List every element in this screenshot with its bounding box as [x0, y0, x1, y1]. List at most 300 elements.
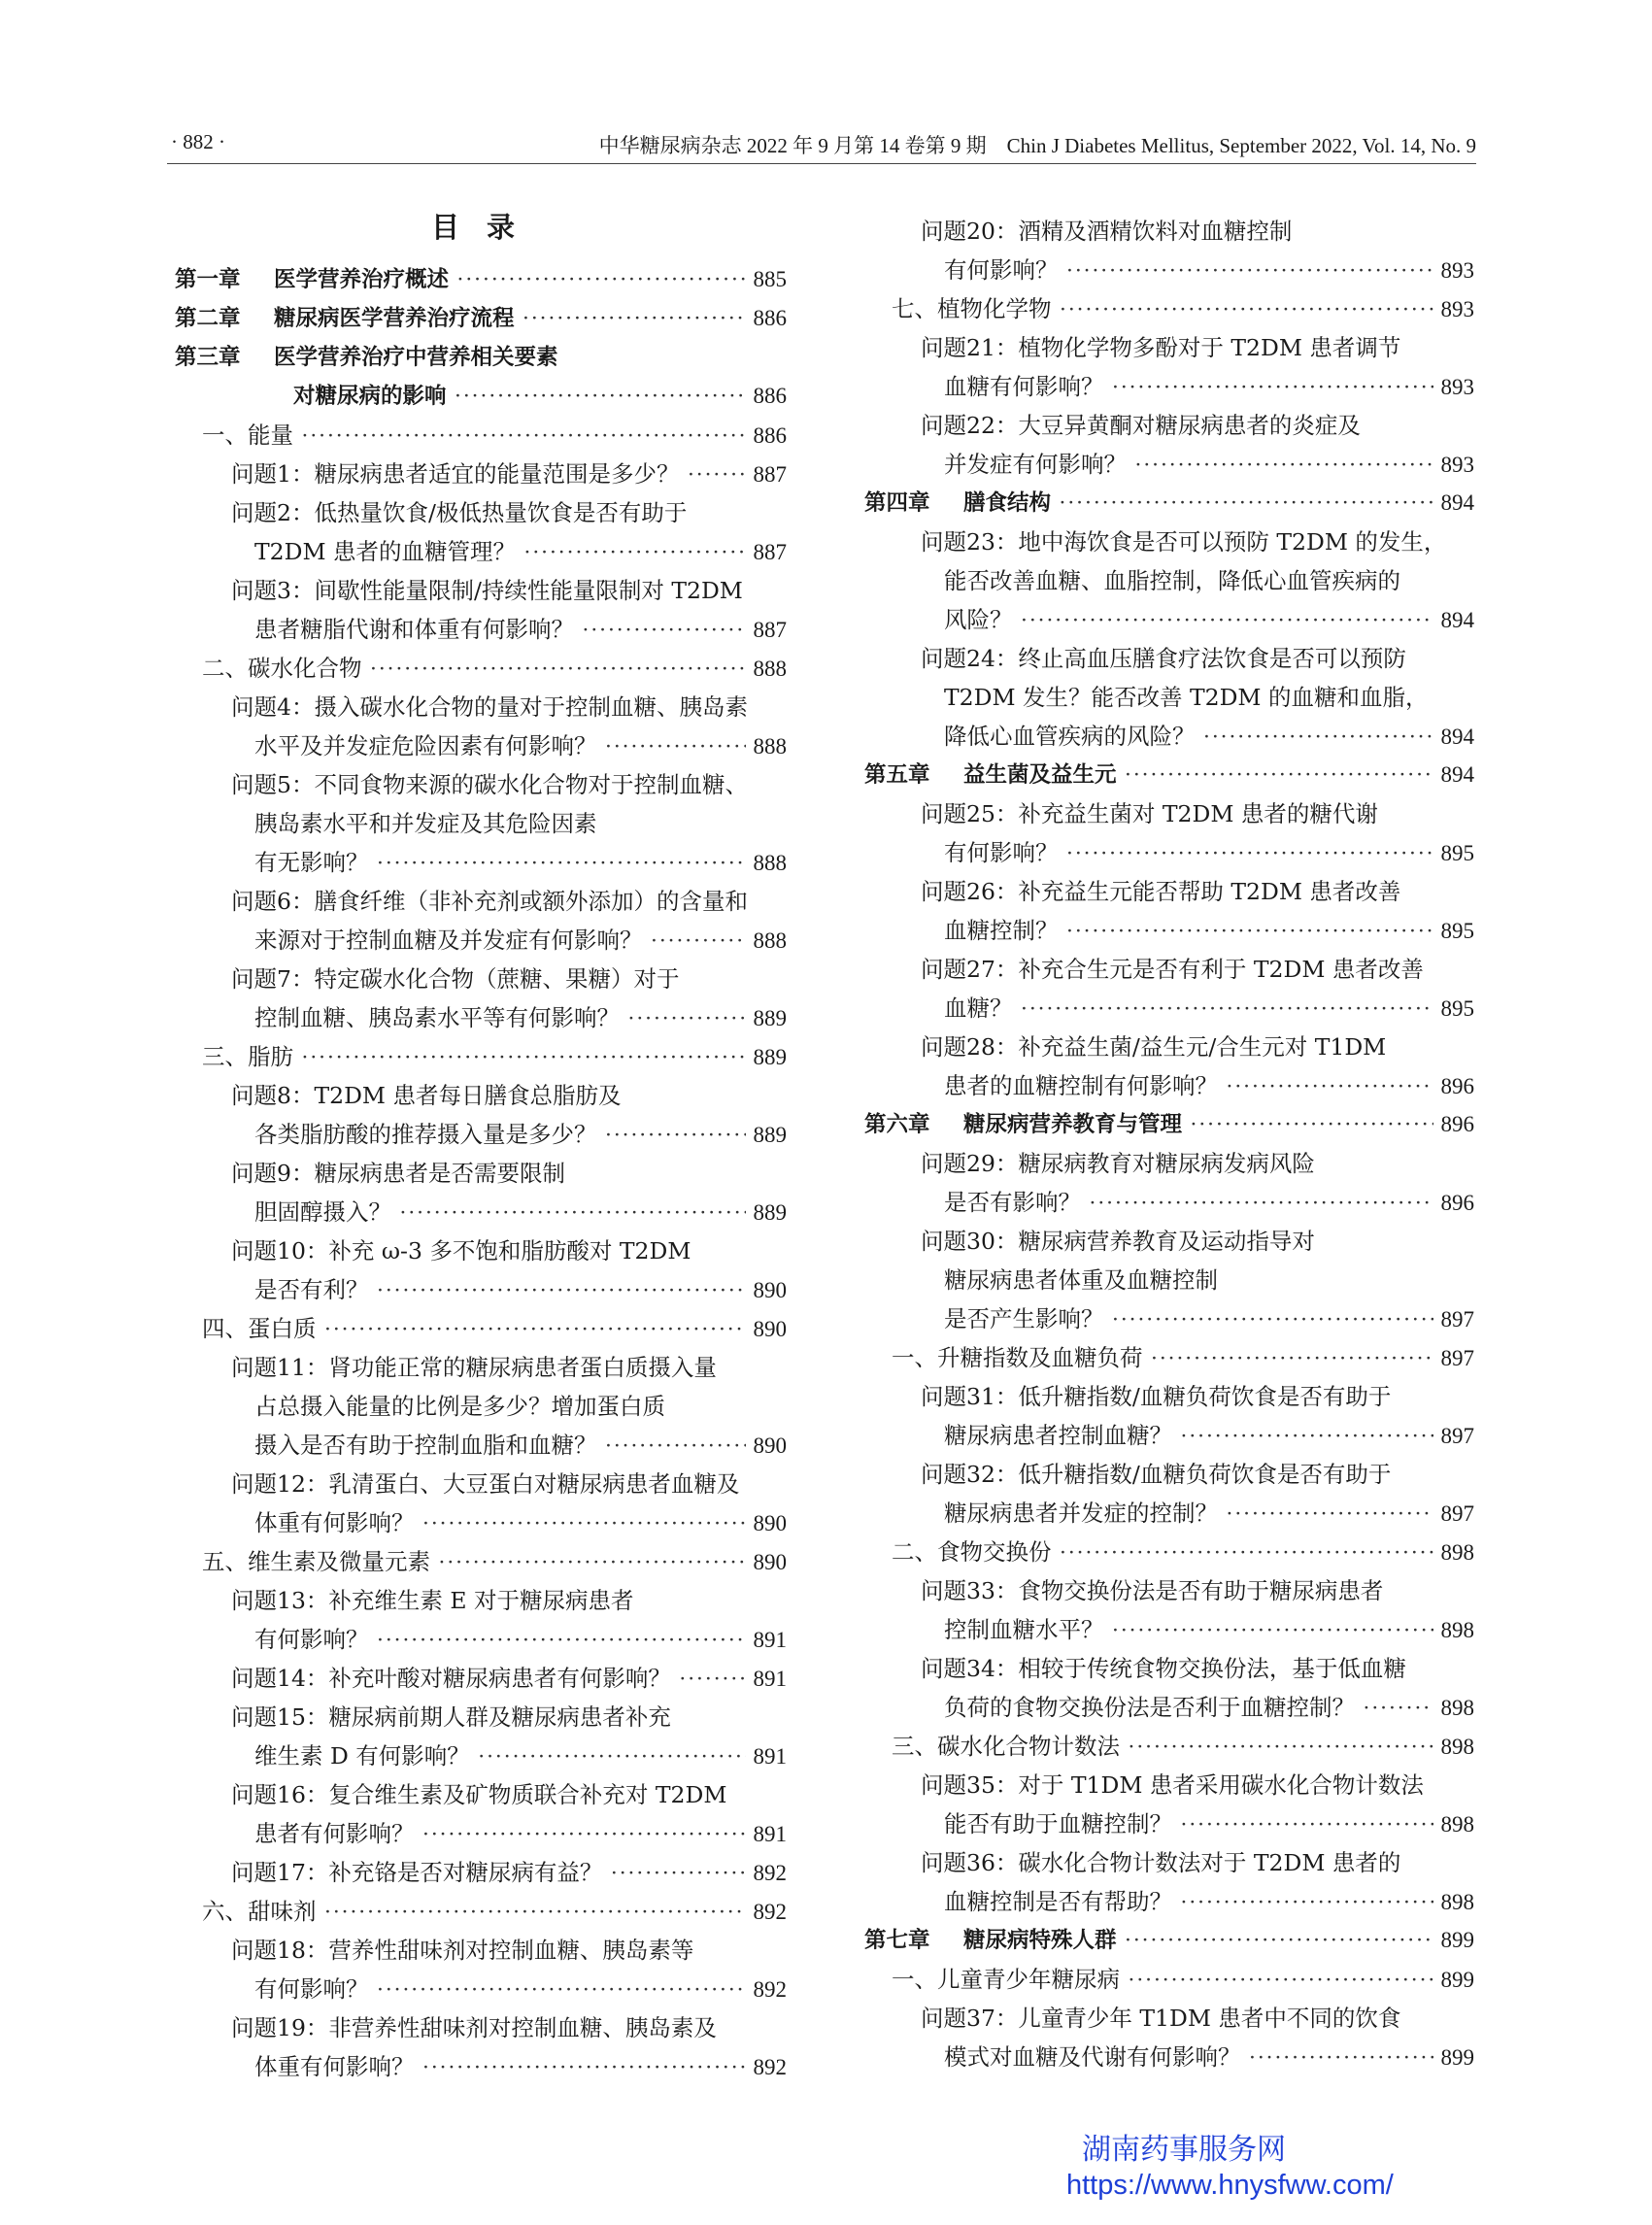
dot-leader [377, 844, 746, 883]
toc-entry-label: 胰岛素水平和并发症及其危险因素 [254, 810, 597, 837]
toc-entry [864, 1066, 1474, 1105]
toc-entry-label: 有何影响？ [944, 839, 1059, 866]
toc-page-number: 894 [1440, 762, 1474, 787]
toc-entry [864, 1377, 1474, 1416]
toc-entry-text [231, 1465, 739, 1503]
toc-entry-text [231, 1231, 691, 1270]
toc-left-column [175, 260, 787, 2086]
toc-entry-label: 问题3：间歇性能量限制/持续性能量限制对 T2DM [231, 577, 743, 604]
toc-entry-label: 有何影响？ [254, 1626, 369, 1653]
toc-entry-text [864, 484, 1051, 523]
toc-page-number: 889 [753, 1006, 787, 1030]
dot-leader [582, 611, 746, 650]
toc-entry [175, 1581, 787, 1620]
toc-entry-label: 模式对血糖及代谢有何影响？ [944, 2043, 1241, 2071]
dot-leader [1021, 990, 1433, 1028]
toc-entry [864, 1183, 1474, 1222]
dot-leader [377, 1621, 746, 1660]
toc-page-number: 890 [753, 1550, 787, 1574]
toc-entry [175, 1620, 787, 1659]
toc-entry-text [231, 1581, 634, 1620]
toc-entry-label: 是否有利？ [254, 1276, 369, 1303]
journal-citation: 中华糖尿病杂志 2022 年 9 月第 14 卷第 9 期 Chin J Diabetes Mellitus, September 2022, Vol. 14, No. 9 [598, 134, 1476, 157]
toc-page-number: 893 [1440, 258, 1474, 283]
toc-entry-label: 医学营养治疗中营养相关要素 [274, 345, 558, 370]
dot-leader [1180, 1883, 1433, 1922]
toc-page-number: 896 [1440, 1074, 1474, 1098]
dot-leader [422, 1815, 746, 1854]
toc-entry-label: 能否改善血糖、血脂控制，降低心血管疾病的 [944, 567, 1400, 594]
dot-leader [1060, 1534, 1433, 1572]
toc-entry [864, 911, 1474, 950]
toc-entry-label: 对糖尿病的影响 [293, 384, 447, 409]
toc-entry [175, 1931, 787, 1970]
toc-page-number: 894 [1440, 608, 1474, 632]
toc-entry-label: 水平及并发症危险因素有何影响？ [254, 732, 597, 759]
toc-entry-text [231, 455, 679, 493]
toc-entry-label: 问题8：T2DM 患者每日膳食总脂肪及 [231, 1082, 622, 1109]
toc-entry-label: 体重有何影响？ [254, 1509, 415, 1536]
toc-entry-text [921, 1028, 1386, 1066]
toc-entry-text [892, 1533, 1052, 1571]
toc-entry-text [921, 328, 1400, 367]
toc-entry-text [944, 911, 1059, 950]
dot-leader [1249, 2039, 1433, 2077]
dot-leader [651, 922, 746, 961]
toc-entry-label: 问题16：复合维生素及矿物质联合补充对 T2DM [231, 1781, 727, 1808]
toc-entry-label: 问题19：非营养性甜味剂对控制血糖、胰岛素及 [231, 2014, 717, 2041]
toc-entry-label: 问题4：摄入碳水化合物的量对于控制血糖、胰岛素 [231, 693, 748, 721]
toc-page-number: 897 [1440, 1501, 1474, 1526]
toc-entry [864, 1533, 1474, 1571]
toc-entry-label: 有何影响？ [944, 256, 1059, 284]
toc-entry-text [231, 1659, 671, 1698]
toc-entry-text [892, 1727, 1120, 1766]
toc-entry [175, 416, 787, 455]
dot-leader [627, 999, 746, 1038]
toc-entry-text [254, 726, 597, 765]
toc-entry [864, 328, 1474, 367]
toc-entry [864, 989, 1474, 1028]
toc-entry [175, 765, 787, 804]
watermark [1066, 2125, 1394, 2202]
toc-entry-label: 血糖控制？ [944, 917, 1059, 944]
toc-entry-text [944, 251, 1059, 289]
toc-page-number: 890 [753, 1317, 787, 1341]
toc-entry [864, 950, 1474, 989]
toc-entry-label: 患者有何影响？ [254, 1820, 415, 1847]
toc-entry-text [892, 1338, 1143, 1377]
toc-page-number: 898 [1440, 1735, 1474, 1759]
dot-leader [324, 1893, 746, 1932]
toc-entry-text [864, 1921, 1117, 1960]
toc-entry-text [254, 1426, 597, 1465]
toc-entry-label: 体重有何影响？ [254, 2053, 415, 2080]
toc-entry-text [254, 843, 369, 882]
toc-entry [175, 610, 787, 649]
toc-entry [175, 960, 787, 998]
dot-leader [679, 1660, 746, 1699]
toc-page-number: 897 [1440, 1346, 1474, 1370]
dot-leader [1060, 290, 1433, 329]
dot-leader [1226, 1495, 1433, 1534]
dot-leader [1151, 1339, 1433, 1378]
toc-entry-label: 问题12：乳清蛋白、大豆蛋白对糖尿病患者血糖及 [231, 1470, 740, 1498]
toc-entry [175, 299, 787, 338]
toc-entry-label: T2DM 发生？能否改善 T2DM 的血糖和血脂， [944, 684, 1429, 711]
toc-entry [175, 1775, 787, 1814]
toc-entry [864, 756, 1474, 794]
toc-entry-label: 患者糖脂代谢和体重有何影响？ [254, 616, 574, 643]
toc-entry-text [921, 523, 1446, 561]
page-number: · 882 · [171, 130, 225, 153]
toc-entry [864, 1804, 1474, 1843]
dot-leader [1180, 1417, 1433, 1456]
toc-entry-label: 问题5：不同食物来源的碳水化合物对于控制血糖、 [231, 771, 748, 798]
toc-entry [864, 251, 1474, 289]
toc-page-number: 896 [1440, 1191, 1474, 1215]
toc-entry-text [254, 998, 620, 1037]
toc-entry-label: 患者的血糖控制有何影响？ [944, 1072, 1218, 1099]
toc-entry-label: 六、甜味剂 [202, 1898, 317, 1925]
toc-page-number: 888 [753, 734, 787, 759]
toc-entry-text [254, 610, 574, 649]
toc-entry-label: 问题37：儿童青少年 T1DM 患者中不同的饮食 [921, 2005, 1401, 2032]
toc-entry [175, 1814, 787, 1853]
toc-entry [175, 921, 787, 960]
toc-entry-label: 糖尿病特殊人群 [963, 1928, 1117, 1953]
toc-entry [864, 1843, 1474, 1882]
toc-entry-text [921, 1222, 1315, 1261]
toc-entry-text [254, 1970, 369, 2008]
toc-entry-text [254, 1736, 470, 1775]
toc-entry [175, 998, 787, 1037]
toc-entry-label: 益生菌及益生元 [963, 762, 1117, 788]
toc-entry-text [254, 1387, 665, 1426]
toc-entry-label: 维生素 D 有何影响？ [254, 1742, 470, 1770]
toc-entry-text [944, 989, 1013, 1028]
toc-entry [175, 260, 787, 299]
toc-page-number: 898 [1440, 1540, 1474, 1565]
toc-entry-text [921, 1571, 1383, 1610]
toc-entry-label: 摄入是否有助于控制血脂和血糖？ [254, 1432, 597, 1459]
toc-entry [175, 1270, 787, 1309]
toc-entry-label: 问题7：特定碳水化合物（蔗糖、果糖）对于 [231, 965, 680, 993]
toc-entry-label: 问题17：补充铬是否对糖尿病有益？ [231, 1859, 603, 1886]
chapter-number: 第三章 [175, 345, 241, 370]
toc-entry-text [254, 1193, 391, 1231]
toc-entry-text [231, 882, 748, 921]
toc-entry-label: 问题21：植物化学物多酚对于 T2DM 患者调节 [921, 334, 1401, 361]
toc-entry-label: 问题32：低升糖指数/血糖负荷饮食是否有助于 [921, 1461, 1392, 1488]
toc-page-number: 891 [753, 1628, 787, 1652]
toc-entry-label: 三、脂肪 [202, 1043, 293, 1070]
toc-entry-text [944, 1494, 1218, 1533]
toc-entry-text [202, 1037, 293, 1076]
toc-entry-label: 问题36：碳水化合物计数法对于 T2DM 患者的 [921, 1849, 1401, 1876]
toc-entry-label: 三、碳水化合物计数法 [892, 1733, 1120, 1760]
toc-entry-label: 糖尿病营养教育与管理 [963, 1112, 1183, 1137]
toc-right-column [864, 212, 1474, 2076]
toc-entry-text [921, 794, 1378, 833]
toc-entry-label: 问题10：补充 ω-3 多不饱和脂肪酸对 T2DM [231, 1237, 691, 1264]
dot-leader [1112, 1611, 1433, 1650]
toc-page-number: 887 [753, 618, 787, 642]
toc-entry [175, 1193, 787, 1231]
toc-entry [864, 1338, 1474, 1377]
dot-leader [324, 1310, 746, 1349]
chapter-number: 第七章 [864, 1928, 930, 1953]
toc-entry-text [944, 1804, 1172, 1843]
toc-entry-text [254, 2047, 415, 2086]
dot-leader [523, 533, 746, 572]
toc-entry-text [231, 493, 687, 532]
toc-entry-text [921, 1377, 1391, 1416]
toc-page-number: 898 [1440, 1890, 1474, 1914]
toc-entry [864, 561, 1474, 600]
dot-leader [422, 1504, 746, 1543]
dot-leader [610, 1854, 745, 1893]
toc-entry-label: 血糖控制是否有帮助？ [944, 1888, 1172, 1915]
toc-entry-text [231, 1348, 717, 1387]
toc-entry [864, 1766, 1474, 1804]
toc-entry-text [254, 1620, 369, 1659]
toc-entry [175, 1231, 787, 1270]
toc-entry-label: 四、蛋白质 [202, 1315, 317, 1342]
toc-entry [175, 1542, 787, 1581]
toc-entry-label: 问题22：大豆异黄酮对糖尿病患者的炎症及 [921, 412, 1361, 439]
toc-entry [175, 338, 787, 377]
toc-entry-text [921, 1843, 1400, 1882]
toc-entry [175, 1387, 787, 1426]
toc-entry-text [921, 406, 1361, 445]
toc-entry-label: 问题14：补充叶酸对糖尿病患者有何影响？ [231, 1665, 671, 1692]
toc-page-number: 889 [753, 1123, 787, 1147]
toc-entry-text [864, 1105, 1182, 1144]
toc-entry-text [175, 338, 558, 377]
toc-page-number: 892 [753, 1861, 787, 1885]
toc-entry-text [231, 1853, 602, 1892]
toc-entry-label: 问题15：糖尿病前期人群及糖尿病患者补充 [231, 1703, 671, 1731]
toc-entry [864, 1261, 1474, 1299]
toc-entry-text [231, 1076, 621, 1115]
toc-entry [175, 1154, 787, 1193]
toc-entry-label: 问题34：相较于传统食物交换份法，基于低血糖 [921, 1655, 1406, 1682]
toc-page-number: 886 [753, 306, 787, 330]
toc-page-number: 892 [753, 2055, 787, 2079]
toc-entry [864, 678, 1474, 717]
toc-entry-text [944, 1882, 1172, 1921]
toc-entry [864, 1688, 1474, 1727]
toc-entry [864, 1028, 1474, 1066]
toc-entry [175, 532, 787, 571]
toc-entry [864, 406, 1474, 445]
toc-entry-label: 问题6：膳食纤维（非补充剂或额外添加）的含量和 [231, 888, 748, 915]
toc-title: 目录 [431, 211, 543, 244]
toc-entry-label: 问题23：地中海饮食是否可以预防 T2DM 的发生， [921, 528, 1447, 556]
toc-page-number: 898 [1440, 1618, 1474, 1642]
toc-entry-text [944, 367, 1104, 406]
toc-entry-text [202, 1309, 317, 1348]
dot-leader [1190, 1105, 1433, 1144]
dot-leader [438, 1543, 746, 1582]
toc-entry-label: 各类脂肪酸的推荐摄入量是多少？ [254, 1121, 597, 1148]
toc-entry-label: 问题25：补充益生菌对 T2DM 患者的糖代谢 [921, 800, 1378, 827]
dot-leader [1128, 1728, 1433, 1767]
toc-entry [175, 493, 787, 532]
dot-leader [1363, 1689, 1433, 1728]
toc-entry-label: 负荷的食物交换份法是否利于血糖控制？ [944, 1694, 1355, 1721]
toc-entry-text [892, 1960, 1120, 1999]
toc-entry-text [254, 1115, 597, 1154]
toc-entry-label: 占总摄入能量的比例是多少？增加蛋白质 [254, 1393, 665, 1420]
toc-page-number: 893 [1440, 453, 1474, 477]
toc-page-number: 887 [753, 540, 787, 564]
toc-entry-text [944, 600, 1013, 639]
toc-entry-label: 问题11：肾功能正常的糖尿病患者蛋白质摄入量 [231, 1354, 717, 1381]
toc-entry [175, 1348, 787, 1387]
toc-entry-label: 并发症有何影响？ [944, 451, 1127, 478]
toc-entry-label: 膳食结构 [963, 490, 1052, 516]
dot-leader [370, 650, 746, 689]
chapter-number: 第六章 [864, 1112, 930, 1137]
toc-entry-text [293, 377, 447, 416]
toc-entry-text [175, 260, 449, 299]
toc-entry-text [944, 1183, 1081, 1222]
toc-entry-text [944, 1261, 1218, 1299]
chapter-number: 第一章 [175, 267, 241, 292]
toc-entry-label: 问题30：糖尿病营养教育及运动指导对 [921, 1228, 1315, 1255]
toc-entry-text [254, 532, 516, 571]
toc-page-number: 899 [1440, 2045, 1474, 2070]
dot-leader [605, 727, 746, 766]
toc-entry-text [254, 1503, 415, 1542]
toc-page-number: 886 [753, 423, 787, 448]
toc-entry [864, 1727, 1474, 1766]
toc-entry-text [231, 960, 679, 998]
toc-entry [175, 1736, 787, 1775]
toc-entry [864, 1455, 1474, 1494]
toc-entry-label: 降低心血管疾病的风险？ [944, 723, 1196, 750]
toc-entry-label: 血糖有何影响？ [944, 373, 1104, 400]
toc-entry [864, 1416, 1474, 1455]
toc-entry-label: 一、儿童青少年糖尿病 [892, 1966, 1120, 1993]
toc-page-number: 899 [1440, 1968, 1474, 1992]
toc-entry-label: 问题29：糖尿病教育对糖尿病发病风险 [921, 1150, 1315, 1177]
toc-entry [175, 1115, 787, 1154]
toc-entry [175, 377, 787, 416]
toc-entry [864, 1222, 1474, 1261]
toc-page-number: 897 [1440, 1307, 1474, 1332]
toc-page-number: 890 [753, 1278, 787, 1302]
toc-page-number: 897 [1440, 1424, 1474, 1448]
toc-entry [175, 1698, 787, 1736]
toc-entry [864, 445, 1474, 484]
toc-entry-text [231, 571, 743, 610]
dot-leader [523, 299, 746, 338]
toc-entry [175, 455, 787, 493]
toc-page-number: 894 [1440, 725, 1474, 749]
toc-entry-text [944, 833, 1059, 872]
toc-entry-text [231, 1775, 726, 1814]
dot-leader [1134, 446, 1433, 485]
toc-entry [864, 717, 1474, 756]
toc-entry [864, 1960, 1474, 1999]
toc-entry-text [944, 1688, 1355, 1727]
toc-entry-label: 有无影响？ [254, 849, 369, 876]
toc-entry [864, 523, 1474, 561]
toc-entry-label: 胆固醇摄入？ [254, 1198, 391, 1226]
toc-entry-text [944, 445, 1127, 484]
toc-entry-text [921, 639, 1406, 678]
dot-leader [1089, 1184, 1433, 1223]
toc-entry [864, 484, 1474, 523]
toc-entry-text [202, 1892, 317, 1931]
dot-leader [377, 1971, 746, 2009]
toc-entry-label: 问题31：低升糖指数/血糖负荷饮食是否有助于 [921, 1383, 1392, 1410]
toc-entry [175, 1076, 787, 1115]
toc-entry-text [921, 1649, 1406, 1688]
toc-entry [864, 367, 1474, 406]
toc-page-number: 888 [753, 657, 787, 681]
dot-leader [1112, 1300, 1433, 1339]
dot-leader [1059, 484, 1433, 523]
toc-entry [864, 1571, 1474, 1610]
toc-page-number: 891 [753, 1744, 787, 1769]
toc-entry-label: 是否有影响？ [944, 1189, 1081, 1216]
toc-entry-text [254, 804, 597, 843]
toc-entry-label: 问题1：糖尿病患者适宜的能量范围是多少？ [231, 460, 680, 488]
toc-page-number: 885 [753, 267, 787, 291]
toc-entry [175, 1970, 787, 2008]
toc-entry-label: 问题18：营养性甜味剂对控制血糖、胰岛素等 [231, 1937, 694, 1964]
toc-page-number: 892 [753, 1977, 787, 2002]
toc-entry-label: 有何影响？ [254, 1975, 369, 2003]
toc-entry-text [921, 1144, 1315, 1183]
toc-entry [175, 1853, 787, 1892]
toc-entry [175, 688, 787, 726]
toc-page-number: 898 [1440, 1696, 1474, 1720]
toc-entry-label: 糖尿病患者控制血糖？ [944, 1422, 1172, 1449]
toc-entry-text [231, 765, 748, 804]
toc-entry-text [254, 1270, 369, 1309]
toc-entry-text [944, 1299, 1104, 1338]
toc-entry-text [921, 1766, 1424, 1804]
toc-entry-text [892, 289, 1052, 328]
toc-page-number: 893 [1440, 297, 1474, 321]
toc-entry-label: 糖尿病患者体重及血糖控制 [944, 1266, 1218, 1294]
chapter-number: 第五章 [864, 762, 930, 788]
dot-leader [478, 1737, 746, 1776]
toc-page-number: 890 [753, 1433, 787, 1458]
dot-leader [422, 2048, 746, 2087]
toc-entry [864, 1494, 1474, 1533]
toc-entry [175, 843, 787, 882]
dot-leader [1125, 1921, 1433, 1960]
toc-entry [175, 882, 787, 921]
toc-entry [864, 1999, 1474, 2038]
dot-leader [1021, 601, 1433, 640]
toc-entry [864, 1144, 1474, 1183]
dot-leader [455, 377, 746, 416]
toc-entry [864, 1882, 1474, 1921]
toc-page-number: 896 [1440, 1112, 1474, 1136]
dot-leader [1203, 718, 1433, 757]
toc-entry-label: 五、维生素及微量元素 [202, 1548, 430, 1575]
toc-page-number: 892 [753, 1900, 787, 1924]
toc-entry-label: 问题26：补充益生元能否帮助 T2DM 患者改善 [921, 878, 1401, 905]
watermark-url: https://www.hnysfww.com/ [1066, 2170, 1394, 2201]
